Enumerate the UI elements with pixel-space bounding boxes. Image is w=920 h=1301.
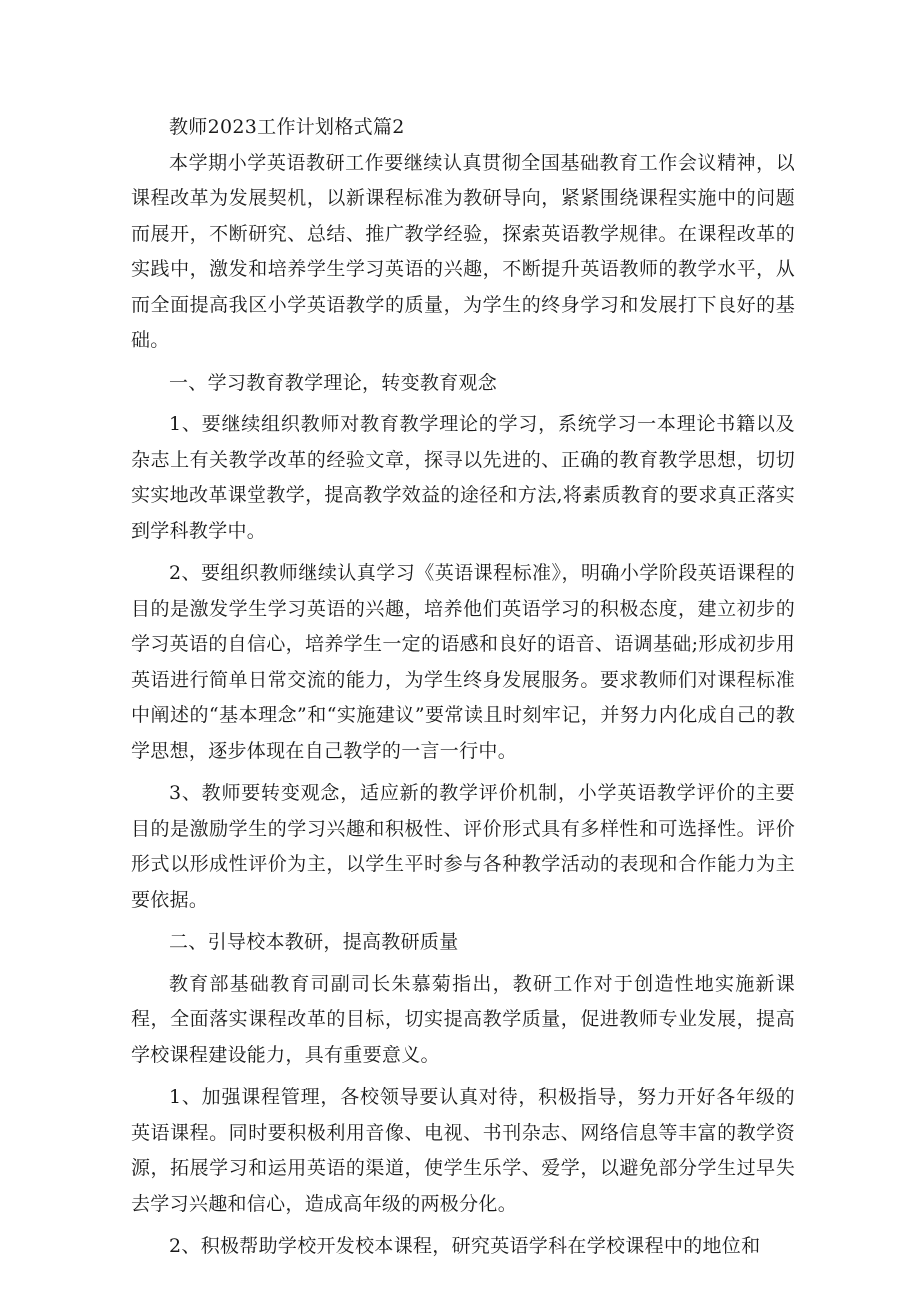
paragraph-1-2: 2、要组织教师继续认真学习《英语课程标准》，明确小学阶段英语课程的目的是激发学生学习英语的兴趣，培养他们英语学习的积极态度，建立初步的学习英语的自信心，培养学生一定的语感和良好的语音、语调基础;形成初步用英语进行简单日常交流的能力，为学生终身发展服务。要求教师们对课程标准中阐述的“基本理念”和“实施建议”要常读且时刻牢记，并努力内化成自己的教学思想，逐步体现在自己教学的一言一行中。 [131,562,795,762]
paragraph-2-2: 2、积极帮助学校开发校本课程，研究英语学科在学校课程中的地位和 [169,1235,761,1257]
section-heading-2: 二、引导校本教研，提高教研质量 [169,931,459,953]
paragraph-2-1: 1、加强课程管理，各校领导要认真对待，积极指导，努力开好各年级的英语课程。同时要积极利用音像、电视、书刊杂志、网络信息等丰富的教学资源，拓展学习和运用英语的渠道，使学生乐学、爱学，以避免部分学生过早失去学习兴趣和信心，造成高年级的两极分化。 [131,1086,795,1215]
paragraph-1-1: 1、要继续组织教师对教育教学理论的学习，系统学习一本理论书籍以及杂志上有关教学改革的经验文章，探寻以先进的、正确的教育教学思想，切切实实地改革课堂教学，提高教学效益的途径和方法,将素质教育的要求真正落实到学科教学中。 [131,413,795,542]
section-heading-1: 一、学习教育教学理论，转变教育观念 [169,371,498,394]
document-title: 教师2023工作计划格式篇2 [169,116,405,138]
document-page [131,110,795,1272]
paragraph-1-3: 3、教师要转变观念，适应新的教学评价机制，小学英语教学评价的主要目的是激励学生的学习兴趣和积极性、评价形式具有多样性和可选择性。评价形式以形成性评价为主，以学生平时参与各种教学活动的表现和合作能力为主要依据。 [131,782,795,911]
paragraph-2-intro: 教育部基础教育司副司长朱慕菊指出，教研工作对于创造性地实施新课程，全面落实课程改革的目标，切实提高教学质量，促进教师专业发展，提高学校课程建设能力，具有重要意义。 [131,972,795,1066]
paragraph-intro: 本学期小学英语教研工作要继续认真贯彻全国基础教育工作会议精神，以课程改革为发展契机，以新课程标准为教研导向，紧紧围绕课程实施中的问题而展开，不断研究、总结、推广教学经验，探索英语教学规律。在课程改革的实践中，激发和培养学生学习英语的兴趣，不断提升英语教师的教学水平，从而全面提高我区小学英语教学的质量，为学生的终身学习和发展打下良好的基础。 [131,151,795,351]
